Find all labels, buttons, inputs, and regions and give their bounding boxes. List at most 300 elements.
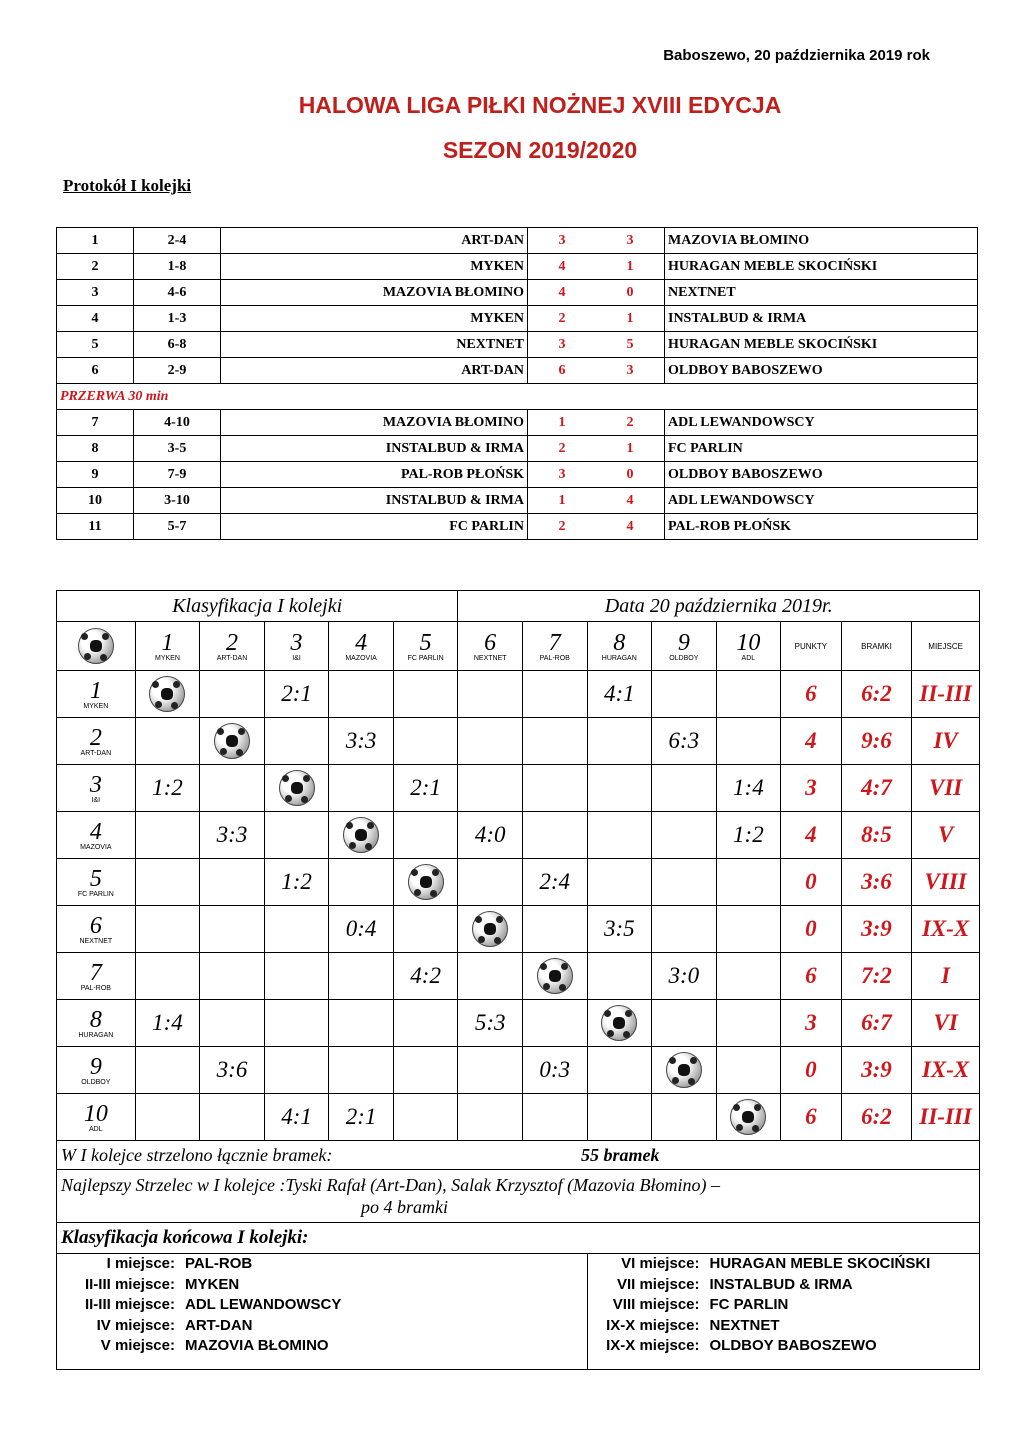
result-cell <box>393 1094 458 1141</box>
league-title: HALOWA LIGA PIŁKI NOŻNEJ XVIII EDYCJA <box>298 92 782 118</box>
result-cell <box>587 765 652 812</box>
result-cell <box>522 718 587 765</box>
result-cell <box>716 718 781 765</box>
place-cell: I <box>912 953 980 1000</box>
away-team: HURAGAN MEBLE SKOCIŃSKI <box>665 332 978 358</box>
column-number: 8 <box>613 629 626 656</box>
result-cell <box>652 765 717 812</box>
match-pairing: 3-5 <box>134 436 221 462</box>
result-cell <box>135 906 200 953</box>
result-cell <box>135 953 200 1000</box>
points-cell: 0 <box>781 906 842 953</box>
total-goals-value: 55 bramek <box>581 1144 660 1165</box>
standings-row <box>57 1047 980 1094</box>
column-header <box>522 622 587 671</box>
final-entry <box>588 1254 980 1275</box>
match-row <box>57 358 978 384</box>
result-cell: 3:0 <box>652 953 717 1000</box>
away-score: 3 <box>596 228 665 254</box>
column-abbr: FC PARLIN <box>407 654 444 662</box>
home-score: 3 <box>528 462 597 488</box>
result-cell <box>393 1000 458 1047</box>
final-classification-row <box>57 1254 980 1370</box>
column-number: 10 <box>736 629 761 656</box>
result-cell <box>329 859 394 906</box>
column-abbr: MAZOVIA <box>345 654 377 662</box>
final-team: INSTALBUD & IRMA <box>709 1275 853 1293</box>
final-place: VII miejsce: <box>616 1275 700 1293</box>
result-cell <box>393 671 458 718</box>
column-abbr: OLDBOY <box>669 654 699 662</box>
row-header <box>57 906 136 953</box>
result-cell <box>200 1094 265 1141</box>
top-scorer-line-1: Najlepszy Strzelec w I kolejce :Tyski Rafał (Art-Dan), Salak Krzysztof (Mazovia Błomino) – <box>61 1175 721 1195</box>
result-cell <box>264 1047 329 1094</box>
result-cell <box>652 859 717 906</box>
match-row <box>57 228 978 254</box>
result-cell: 4:0 <box>458 812 523 859</box>
column-abbr: ADL <box>741 654 756 662</box>
away-team: MAZOVIA BŁOMINO <box>665 228 978 254</box>
diagonal-cell <box>458 906 523 953</box>
final-entry <box>588 1316 980 1337</box>
final-team: NEXTNET <box>709 1316 780 1334</box>
goals-cell: 8:5 <box>841 812 912 859</box>
result-cell: 1:2 <box>264 859 329 906</box>
match-pairing: 7-9 <box>134 462 221 488</box>
result-cell <box>264 953 329 1000</box>
result-cell: 3:3 <box>329 718 394 765</box>
home-score: 3 <box>528 228 597 254</box>
final-entry <box>588 1295 980 1316</box>
row-header <box>57 1000 136 1047</box>
result-cell: 0:3 <box>522 1047 587 1094</box>
place-cell: IX-X <box>912 906 980 953</box>
away-score: 2 <box>596 410 665 436</box>
row-abbr: I&I <box>91 796 101 804</box>
result-cell: 5:3 <box>458 1000 523 1047</box>
row-number: 10 <box>83 1100 108 1127</box>
row-header <box>57 859 136 906</box>
standings-row <box>57 1000 980 1047</box>
corner-ball-cell <box>57 622 136 671</box>
row-abbr: ADL <box>89 1125 103 1133</box>
result-cell <box>522 1000 587 1047</box>
result-cell: 2:4 <box>522 859 587 906</box>
column-abbr: MYKEN <box>154 654 180 662</box>
match-number: 7 <box>57 410 134 436</box>
result-cell: 4:1 <box>264 1094 329 1141</box>
result-cell <box>393 906 458 953</box>
result-cell <box>587 812 652 859</box>
total-goals-label: W I kolejce strzelono łącznie bramek: <box>61 1144 333 1165</box>
home-team: NEXTNET <box>221 332 528 358</box>
row-number: 4 <box>89 818 102 845</box>
standings-row <box>57 765 980 812</box>
place-cell: II-III <box>912 1094 980 1141</box>
away-team: OLDBOY BABOSZEWO <box>665 462 978 488</box>
result-cell: 0:4 <box>329 906 394 953</box>
away-team: HURAGAN MEBLE SKOCIŃSKI <box>665 254 978 280</box>
diagonal-cell <box>522 953 587 1000</box>
home-team: MAZOVIA BŁOMINO <box>221 280 528 306</box>
match-pairing: 4-10 <box>134 410 221 436</box>
row-header <box>57 812 136 859</box>
away-score: 0 <box>596 280 665 306</box>
away-score: 3 <box>596 358 665 384</box>
row-abbr: MYKEN <box>83 702 109 710</box>
points-cell: 4 <box>781 812 842 859</box>
result-cell <box>200 1000 265 1047</box>
result-cell <box>522 812 587 859</box>
column-header <box>458 622 523 671</box>
result-cell <box>522 1094 587 1141</box>
final-place: IX-X miejsce: <box>606 1337 700 1354</box>
result-cell <box>587 1094 652 1141</box>
row-abbr: OLDBOY <box>81 1078 111 1086</box>
standings-date: Data 20 października 2019r. <box>458 591 980 622</box>
final-entry <box>57 1316 587 1337</box>
points-cell: 6 <box>781 1094 842 1141</box>
match-number: 10 <box>57 488 134 514</box>
standings-row <box>57 812 980 859</box>
diagonal-cell <box>200 718 265 765</box>
match-pairing: 2-9 <box>134 358 221 384</box>
diagonal-cell <box>264 765 329 812</box>
result-cell <box>393 1047 458 1094</box>
result-cell: 1:2 <box>135 765 200 812</box>
match-pairing: 1-3 <box>134 306 221 332</box>
away-score: 5 <box>596 332 665 358</box>
result-cell <box>458 953 523 1000</box>
diagonal-cell <box>329 812 394 859</box>
match-table <box>56 227 978 540</box>
final-place: II-III miejsce: <box>84 1296 175 1313</box>
row-header <box>57 718 136 765</box>
points-cell: 0 <box>781 1047 842 1094</box>
result-cell: 1:4 <box>135 1000 200 1047</box>
result-cell <box>652 1000 717 1047</box>
result-cell <box>716 906 781 953</box>
standings-row <box>57 671 980 718</box>
final-team: MAZOVIA BŁOMINO <box>185 1337 329 1354</box>
match-number: 11 <box>57 514 134 540</box>
row-header <box>57 671 136 718</box>
column-header <box>135 622 200 671</box>
goals-cell: 3:6 <box>841 859 912 906</box>
column-abbr: HURAGAN <box>601 654 637 662</box>
result-cell <box>458 765 523 812</box>
points-cell: 6 <box>781 671 842 718</box>
result-cell <box>200 953 265 1000</box>
result-cell: 2:1 <box>393 765 458 812</box>
final-place: I miejsce: <box>106 1255 175 1272</box>
away-score: 4 <box>596 488 665 514</box>
final-place: VIII miejsce: <box>612 1296 700 1313</box>
final-team: OLDBOY BABOSZEWO <box>709 1337 877 1354</box>
result-cell <box>200 859 265 906</box>
result-cell: 2:1 <box>264 671 329 718</box>
match-row <box>57 488 978 514</box>
away-team: NEXTNET <box>665 280 978 306</box>
home-team: ART-DAN <box>221 358 528 384</box>
home-score: 4 <box>528 254 597 280</box>
column-header <box>393 622 458 671</box>
break-row <box>57 384 978 410</box>
result-cell <box>264 1000 329 1047</box>
row-abbr: PAL-ROB <box>80 984 111 992</box>
points-cell: 3 <box>781 765 842 812</box>
final-entry <box>57 1275 587 1296</box>
result-cell <box>458 859 523 906</box>
home-team: FC PARLIN <box>221 514 528 540</box>
ball-icon <box>666 1052 702 1088</box>
diagonal-cell <box>652 1047 717 1094</box>
final-team: MYKEN <box>185 1275 240 1293</box>
row-number: 9 <box>89 1053 102 1080</box>
final-place: V miejsce: <box>100 1337 175 1354</box>
standings-row <box>57 953 980 1000</box>
points-cell: 6 <box>781 953 842 1000</box>
ball-icon <box>730 1099 766 1135</box>
row-number: 5 <box>89 865 102 892</box>
final-place: IV miejsce: <box>96 1316 175 1334</box>
match-pairing: 1-8 <box>134 254 221 280</box>
away-team: INSTALBUD & IRMA <box>665 306 978 332</box>
home-score: 2 <box>528 436 597 462</box>
match-row <box>57 332 978 358</box>
goals-cell: 3:9 <box>841 1047 912 1094</box>
column-number: 5 <box>419 629 432 656</box>
result-cell <box>587 1047 652 1094</box>
match-row <box>57 462 978 488</box>
result-cell <box>329 1000 394 1047</box>
result-cell <box>587 859 652 906</box>
column-number: 6 <box>484 629 497 656</box>
result-cell <box>135 812 200 859</box>
result-cell <box>716 671 781 718</box>
column-header <box>200 622 265 671</box>
protocol-title: Protokół I kolejki <box>63 176 192 195</box>
row-abbr: NEXTNET <box>79 937 113 945</box>
home-score: 1 <box>528 488 597 514</box>
home-team: ART-DAN <box>221 228 528 254</box>
place-cell: II-III <box>912 671 980 718</box>
result-cell: 1:2 <box>716 812 781 859</box>
final-entry <box>57 1254 587 1275</box>
match-row <box>57 514 978 540</box>
away-team: OLDBOY BABOSZEWO <box>665 358 978 384</box>
final-classification-title: Klasyfikacja końcowa I kolejki: <box>57 1223 980 1254</box>
result-cell <box>135 1094 200 1141</box>
home-team: MYKEN <box>221 306 528 332</box>
home-score: 1 <box>528 410 597 436</box>
result-cell <box>716 1000 781 1047</box>
match-number: 6 <box>57 358 134 384</box>
result-cell <box>716 1047 781 1094</box>
home-team: INSTALBUD & IRMA <box>221 436 528 462</box>
result-cell <box>264 718 329 765</box>
top-scorer-line-2: po 4 bramki <box>361 1197 448 1217</box>
match-row <box>57 280 978 306</box>
column-number: 7 <box>548 629 561 656</box>
ball-icon <box>601 1005 637 1041</box>
result-cell: 2:1 <box>329 1094 394 1141</box>
column-abbr: PAL-ROB <box>539 654 570 662</box>
row-number: 6 <box>89 912 102 939</box>
result-cell <box>329 953 394 1000</box>
standings-row <box>57 718 980 765</box>
final-entry <box>57 1295 587 1316</box>
diagonal-cell <box>135 671 200 718</box>
diagonal-cell <box>587 1000 652 1047</box>
standings-row <box>57 906 980 953</box>
row-abbr: MAZOVIA <box>80 843 112 851</box>
result-cell <box>522 671 587 718</box>
points-header: PUNKTY <box>781 622 842 671</box>
match-pairing: 3-10 <box>134 488 221 514</box>
away-team: FC PARLIN <box>665 436 978 462</box>
goals-cell: 7:2 <box>841 953 912 1000</box>
standings-title: Klasyfikacja I kolejki <box>57 591 458 622</box>
final-entry <box>588 1275 980 1296</box>
home-score: 3 <box>528 332 597 358</box>
final-entry <box>57 1336 587 1357</box>
match-row <box>57 306 978 332</box>
result-cell <box>393 718 458 765</box>
result-cell <box>135 859 200 906</box>
column-header <box>716 622 781 671</box>
result-cell <box>522 906 587 953</box>
match-row <box>57 410 978 436</box>
diagonal-cell <box>393 859 458 906</box>
result-cell <box>329 765 394 812</box>
row-abbr: FC PARLIN <box>77 890 114 898</box>
away-score: 4 <box>596 514 665 540</box>
home-score: 2 <box>528 306 597 332</box>
season-title: SEZON 2019/2020 <box>442 137 638 163</box>
top-scorer-note <box>57 1170 980 1223</box>
match-pairing: 4-6 <box>134 280 221 306</box>
result-cell <box>458 671 523 718</box>
column-abbr: ART-DAN <box>216 654 248 662</box>
match-row <box>57 436 978 462</box>
match-pairing: 6-8 <box>134 332 221 358</box>
final-place: IX-X miejsce: <box>606 1316 700 1334</box>
final-entry <box>588 1336 980 1357</box>
result-cell: 3:5 <box>587 906 652 953</box>
away-team: ADL LEWANDOWSCY <box>665 488 978 514</box>
result-cell: 3:3 <box>200 812 265 859</box>
goals-header: BRAMKI <box>841 622 912 671</box>
place-cell: IX-X <box>912 1047 980 1094</box>
column-number: 1 <box>161 629 174 656</box>
home-score: 4 <box>528 280 597 306</box>
top-scorer-row <box>57 1170 980 1223</box>
row-header <box>57 765 136 812</box>
final-team: FC PARLIN <box>709 1296 789 1313</box>
result-cell <box>652 812 717 859</box>
standings-table <box>56 590 980 1370</box>
away-team: ADL LEWANDOWSCY <box>665 410 978 436</box>
result-cell <box>522 765 587 812</box>
match-number: 4 <box>57 306 134 332</box>
result-cell: 1:4 <box>716 765 781 812</box>
final-column <box>587 1254 980 1370</box>
column-header <box>652 622 717 671</box>
result-cell <box>716 953 781 1000</box>
break-label: PRZERWA 30 min <box>57 384 978 410</box>
row-header <box>57 1094 136 1141</box>
column-number: 9 <box>677 629 690 656</box>
row-number: 7 <box>89 959 102 986</box>
match-pairing: 5-7 <box>134 514 221 540</box>
column-header <box>587 622 652 671</box>
home-team: MYKEN <box>221 254 528 280</box>
home-score: 2 <box>528 514 597 540</box>
column-number: 4 <box>355 629 368 656</box>
place-cell: V <box>912 812 980 859</box>
total-goals-note <box>57 1141 980 1170</box>
standings-row <box>57 1094 980 1141</box>
final-place: VI miejsce: <box>621 1255 700 1272</box>
result-cell: 3:6 <box>200 1047 265 1094</box>
home-team: INSTALBUD & IRMA <box>221 488 528 514</box>
row-number: 3 <box>89 771 102 798</box>
final-team: PAL-ROB <box>185 1255 253 1272</box>
result-cell <box>329 1047 394 1094</box>
ball-icon <box>279 770 315 806</box>
away-score: 1 <box>596 254 665 280</box>
result-cell <box>587 953 652 1000</box>
column-abbr: I&I <box>292 654 301 662</box>
match-row <box>57 254 978 280</box>
away-score: 1 <box>596 436 665 462</box>
ball-icon <box>149 676 185 712</box>
result-cell <box>716 859 781 906</box>
result-cell <box>264 812 329 859</box>
final-team: HURAGAN MEBLE SKOCIŃSKI <box>709 1255 931 1272</box>
points-cell: 3 <box>781 1000 842 1047</box>
goals-cell: 6:7 <box>841 1000 912 1047</box>
place-cell: VIII <box>912 859 980 906</box>
match-number: 1 <box>57 228 134 254</box>
home-team: PAL-ROB PŁOŃSK <box>221 462 528 488</box>
result-cell <box>652 906 717 953</box>
ball-icon <box>472 911 508 947</box>
column-number: 2 <box>225 629 238 656</box>
place-cell: VII <box>912 765 980 812</box>
away-score: 1 <box>596 306 665 332</box>
result-cell <box>393 812 458 859</box>
result-cell <box>264 906 329 953</box>
home-score: 6 <box>528 358 597 384</box>
grid-header-row <box>57 622 980 671</box>
column-number: 3 <box>290 629 303 656</box>
result-cell <box>458 718 523 765</box>
points-cell: 4 <box>781 718 842 765</box>
result-cell: 6:3 <box>652 718 717 765</box>
home-team: MAZOVIA BŁOMINO <box>221 410 528 436</box>
row-number: 8 <box>89 1006 102 1033</box>
column-header <box>329 622 394 671</box>
away-score: 0 <box>596 462 665 488</box>
document-date: Baboszewo, 20 października 2019 rok <box>663 47 930 64</box>
result-cell <box>135 1047 200 1094</box>
match-number: 2 <box>57 254 134 280</box>
goals-cell: 6:2 <box>841 1094 912 1141</box>
final-team: ADL LEWANDOWSCY <box>185 1296 342 1313</box>
